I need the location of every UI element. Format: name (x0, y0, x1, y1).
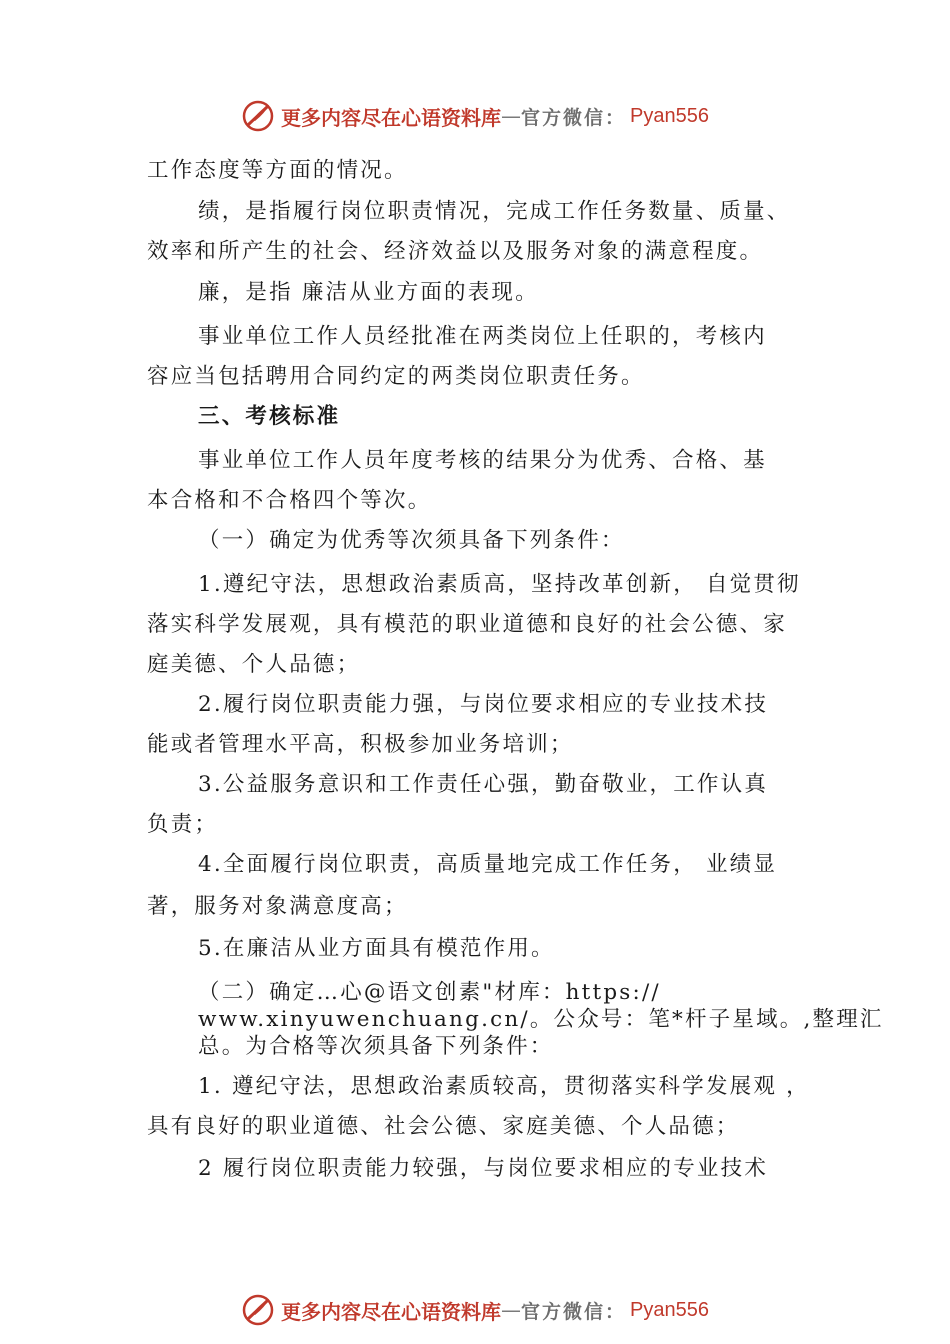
header-wechat-id: Pyan556 (630, 104, 709, 127)
text-line: 2 履行岗位职责能力较强，与岗位要求相应的专业技术 (198, 1156, 769, 1181)
text-line: 4.全面履行岗位职责，高质量地完成工作任务， 业绩显 (198, 852, 778, 877)
text-line: 能或者管理水平高，积极参加业务培训； (147, 732, 574, 757)
text-line: 著，服务对象满意度高； (147, 894, 408, 919)
footer-dash: — (501, 1298, 521, 1322)
header-dash: — (501, 104, 521, 128)
footer-banner (0, 1290, 950, 1330)
text-line: www.xinyuwenchuang.cn/。公众号：笔*杆子星域。,整理汇 (198, 1007, 884, 1032)
footer-wechat-label: 官方微信： (521, 1300, 627, 1323)
quill-logo-icon (241, 99, 275, 133)
text-line: 绩，是指履行岗位职责情况，完成工作任务数量、质量、 (198, 199, 791, 224)
text-line: （二）确定…心@语文创素"材库：https:// (198, 980, 661, 1005)
text-line: 1.遵纪守法，思想政治素质高，坚持改革创新， 自觉贯彻 (198, 572, 801, 597)
text-line: 容应当包括聘用合同约定的两类岗位职责任务。 (147, 364, 645, 389)
header-wechat-label: 官方微信： (521, 106, 627, 129)
section-heading: 三、考核标准 (198, 404, 341, 429)
text-line: 庭美德、个人品德； (147, 652, 361, 677)
text-line: 本合格和不合格四个等次。 (147, 488, 432, 513)
subsection-heading: （一）确定为优秀等次须具备下列条件： (198, 528, 625, 553)
text-line: 廉，是指 廉洁从业方面的表现。 (198, 280, 539, 305)
footer-wechat-id: Pyan556 (630, 1298, 709, 1321)
text-line: 事业单位工作人员年度考核的结果分为优秀、合格、基 (198, 448, 767, 473)
text-line: 落实科学发展观，具有模范的职业道德和良好的社会公德、家 (147, 612, 787, 637)
text-line: 1. 遵纪守法，思想政治素质较高，贯彻落实科学发展观 ， (198, 1074, 810, 1099)
text-line: 5.在廉洁从业方面具有模范作用。 (198, 936, 555, 961)
text-line: 效率和所产生的社会、经济效益以及服务对象的满意程度。 (147, 239, 764, 264)
header-main-text: 更多内容尽在心语资料库 (281, 105, 501, 130)
text-line: 2.履行岗位职责能力强，与岗位要求相应的专业技术技 (198, 692, 769, 717)
text-line: 具有良好的职业道德、社会公德、家庭美德、个人品德； (147, 1114, 740, 1139)
text-line: 总。为合格等次须具备下列条件： (198, 1034, 554, 1059)
text-line: 负责； (147, 812, 219, 837)
text-line: 工作态度等方面的情况。 (147, 158, 408, 183)
header-banner (0, 96, 950, 136)
footer-main-text: 更多内容尽在心语资料库 (281, 1299, 501, 1324)
quill-logo-icon (241, 1293, 275, 1327)
text-line: 事业单位工作人员经批准在两类岗位上任职的，考核内 (198, 324, 767, 349)
text-line: 3.公益服务意识和工作责任心强，勤奋敬业，工作认真 (198, 772, 769, 797)
